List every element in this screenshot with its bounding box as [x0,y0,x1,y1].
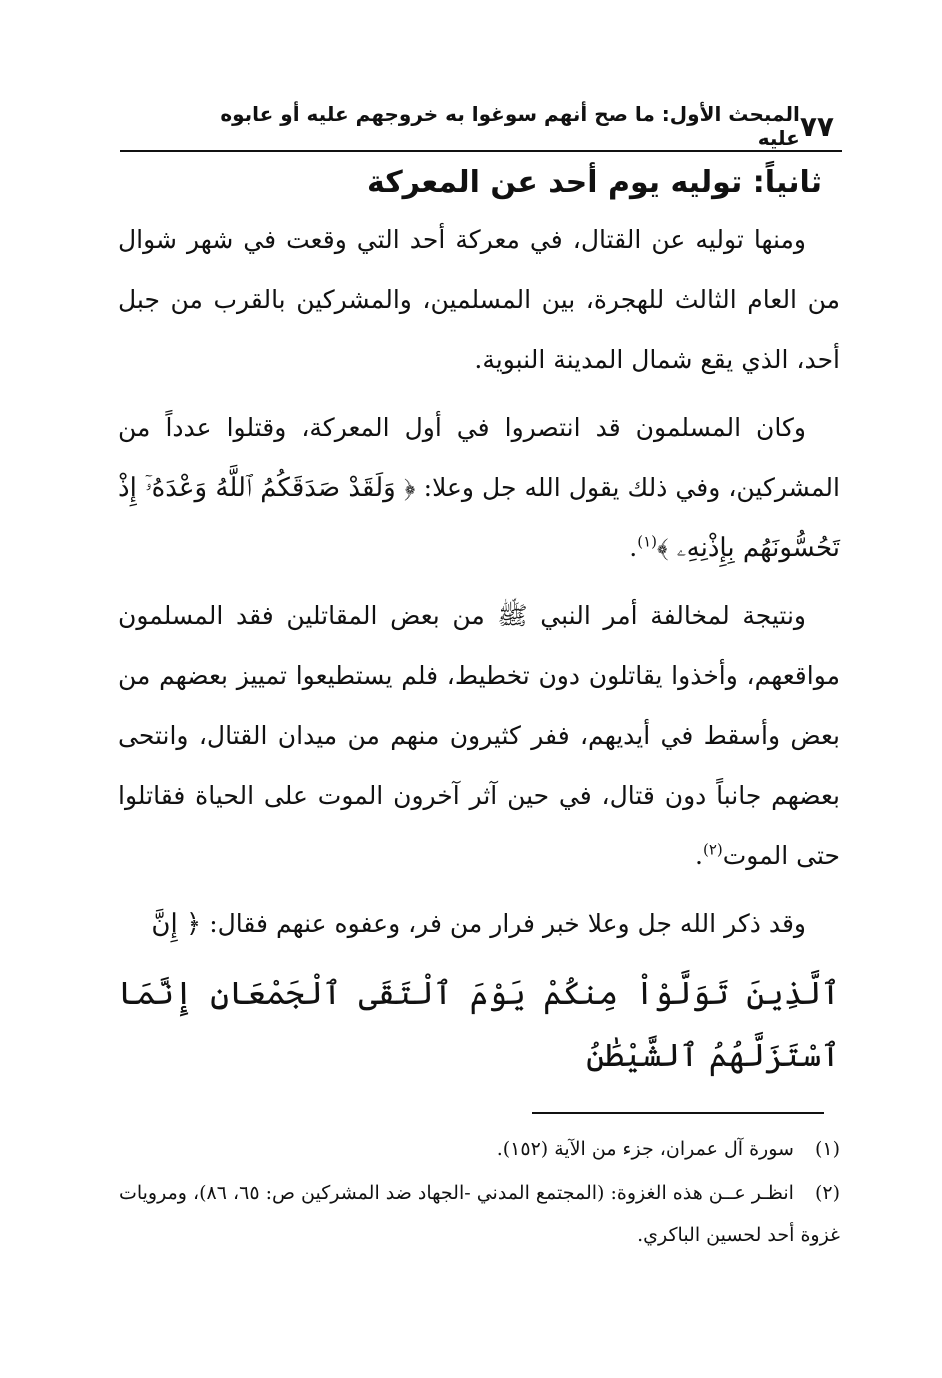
footnotes [118,1128,840,1258]
paragraph-4 [118,894,840,954]
paragraph-1: ومنها توليه عن القتال، في معركة أحد التي وقعت في شهر شوال من العام الثالث للهجرة، بين المسلمين، والمشركين بالقرب من جبل أحد، الذي يقع شمال المدينة النبوية. [118,225,840,374]
page-number: ٧٧ [799,109,834,143]
paragraph-2 [118,398,840,578]
footnote-marker: (١) [814,1138,840,1160]
footnote-2 [118,1172,840,1256]
running-header [120,104,842,148]
footnote-divider [532,1112,824,1114]
footnote-text: انظـر عــن هذه الغزوة: (المجتمع المدني -الجهاد ضد المشركين ص: ٦٥، ٨٦)، ومرويات غزوة أحد لحسين الباكري. [118,1182,840,1246]
paragraph-4-text: وقد ذكر الله جل وعلا خبر فرار من فر، وعفوه عنهم فقال: [209,909,806,938]
paragraph-3-end: . [695,841,703,870]
body-text [118,210,840,1094]
section-heading: ثانياً: توليه يوم أحد عن المعركة [367,165,822,200]
paragraph-2-end: . [629,533,638,562]
footnote-ref-1[interactable]: (١) [637,532,657,551]
running-header-title: المبحث الأول: ما صح أنهم سوغوا به خروجهم عليه أو عابوه عليه [220,102,800,150]
quran-verse: ﴿ وَلَقَدْ صَدَقَكُمُ ٱللَّهُ وَعْدَهُۥٓ إِذْ تَحُسُّونَهُم بِإِذْنِهِۦ ﴾ [118,473,840,563]
footnote-1 [118,1128,840,1170]
paragraph-3-text: ونتيجة لمخالفة أمر النبي ﷺ من بعض المقاتلين فقد المسلمون مواقعهم، وأخذوا يقاتلون دون تخطيط، فلم يستطيعوا تمييز بعضهم من بعض وأسقط في أيديهم، ففر كثيرون منهم من ميدان القتال، وانتحى بعضهم جانباً دون قتال، في حين آثر آخرون الموت على الحياة فقاتلوا حتى الموت [118,601,841,870]
header-divider [120,150,842,152]
paragraph-2-text: وكان المسلمون قد انتصروا في أول المعركة، وقتلوا عدداً من المشركين، وفي ذلك يقول الله جل وعلا: [118,413,840,502]
footnote-marker: (٢) [814,1182,840,1204]
footnote-ref-2[interactable]: (٢) [702,840,723,859]
footnote-text: سورة آل عمران، جزء من الآية (١٥٢). [496,1138,794,1160]
quran-verse-line: ٱلَّذِينَ تَوَلَّوْاْ مِنكُمْ يَوْمَ ٱلْتَقَى ٱلْجَمْعَانِ إِنَّمَا ٱسْتَزَلَّهُمُ ٱلشَّيْطَٰنُ [118,974,840,1074]
paragraph-3 [118,586,840,886]
quran-verse-start: ﴿ إِنَّ [151,909,202,939]
